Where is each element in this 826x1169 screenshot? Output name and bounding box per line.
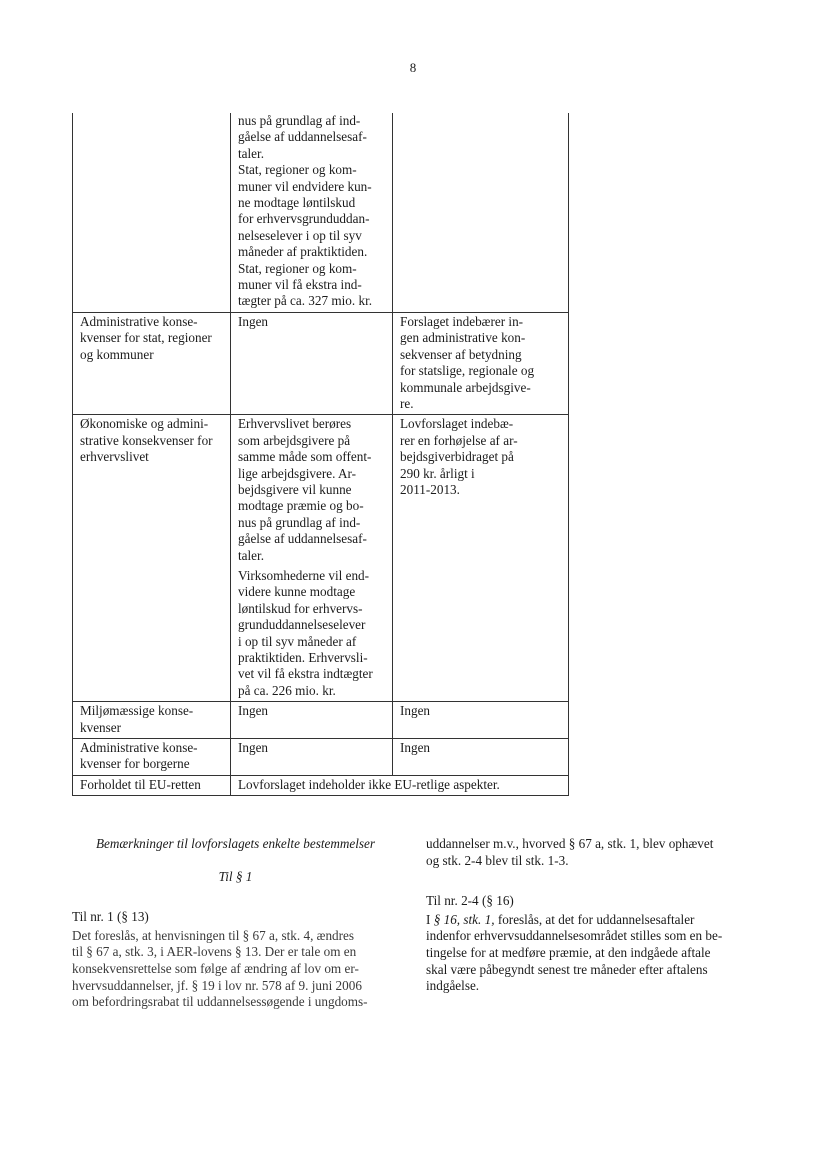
- table-row: [73, 113, 569, 312]
- table-cell-public: Erhvervslivet berøres som arbejdsgivere på samme måde som offent- lige arbejdsgivere. Ar- bejdsgivere vil kunne modtage præmie og bo- nus på grundlag af ind- gåelse af uddannelsesaf- taler. Virksomhederne vil end- videre kunne modtage løntilskud for erhvervs- grunduddannelseselever i op til syv måneder af praktiktiden. Erhvervsli- vet vil få ekstra indtægter på ca. 226 mio. kr.: [231, 415, 393, 702]
- table-row: [73, 702, 569, 739]
- body-paragraph: [426, 912, 778, 995]
- table-row: [73, 739, 569, 776]
- table-cell-merged: Lovforslaget indeholder ikke EU-retlige aspekter.: [231, 775, 569, 795]
- table-cell-negative: Ingen: [393, 739, 569, 776]
- item-title: Til nr. 1 (§ 13): [72, 909, 149, 925]
- table-row: [73, 415, 569, 702]
- body-rest: foreslås, at det for uddannelsesaftaler indenfor erhvervsuddannelsesområdet stilles som en be- tingelse for at medføre præmie, at den indgåede aftale skal være påbegyndt senest tre måneder efter aftalens indgåelse.: [426, 911, 723, 994]
- table-cell-label: Miljømæssige konse- kvenser: [73, 702, 231, 739]
- table-cell-public: Ingen: [231, 312, 393, 414]
- page-number: 8: [409, 60, 417, 75]
- left-text-column: [72, 836, 399, 1011]
- table-cell-label: [73, 113, 231, 312]
- table-cell-label: Økonomiske og admini- strative konsekvenser for erhvervslivet: [73, 415, 231, 702]
- section-reference: § 16, stk. 1,: [433, 911, 495, 927]
- table-cell-negative: Forslaget indebærer in- gen administrative kon- sekvenser af betydning for statslige, regionale og kommunale arbejdsgive- re.: [393, 312, 569, 414]
- section-subheading: Til § 1: [218, 868, 253, 884]
- item-title: Til nr. 2-4 (§ 16): [426, 893, 514, 909]
- right-text-column: [426, 836, 778, 995]
- table-cell-public: nus på grundlag af ind- gåelse af uddannelsesaf- taler. Stat, regioner og kom- muner vil endvidere kun- ne modtage løntilskud for erhvervsgrunduddan- nelseselever i op til syv måneder af praktiktiden. Stat, regioner og kom- muner vil få ekstra ind- tægter på ca. 327 mio. kr.: [231, 113, 393, 312]
- body-prefix: I: [426, 911, 434, 927]
- table-row: [73, 775, 569, 795]
- table-row: [73, 312, 569, 414]
- table-cell-negative: Lovforslaget indebæ- rer en forhøjelse af ar- bejdsgiverbidraget på 290 kr. årligt i 2011-2013.: [393, 415, 569, 702]
- table-cell-label: Administrative konse- kvenser for borgerne: [73, 739, 231, 776]
- table-cell-public: Ingen: [231, 739, 393, 776]
- consequences-table: [72, 113, 569, 796]
- body-paragraph: Det foreslås, at henvisningen til § 67 a, stk. 4, ændres til § 67 a, stk. 3, i AER-lovens § 13. Der er tale om en konsekvensrettelse som følge af ændring af lov om er- hvervsuddannelser, jf. § 19 i lov nr. 578 af 9. juni 2006 om befordringsrabat til uddannelsessøgende i ungdoms-: [72, 927, 368, 1010]
- table-cell-label: Forholdet til EU-retten: [73, 775, 231, 795]
- section-heading: Bemærkninger til lovforslagets enkelte bestemmelser: [95, 836, 376, 851]
- table-cell-label: Administrative konse- kvenser for stat, regioner og kommuner: [73, 312, 231, 414]
- table-cell-public: Ingen: [231, 702, 393, 739]
- table-cell-negative: [393, 113, 569, 312]
- table-cell-negative: Ingen: [393, 702, 569, 739]
- continued-paragraph: uddannelser m.v., hvorved § 67 a, stk. 1, blev ophævet og stk. 2-4 blev til stk. 1-3.: [426, 836, 714, 868]
